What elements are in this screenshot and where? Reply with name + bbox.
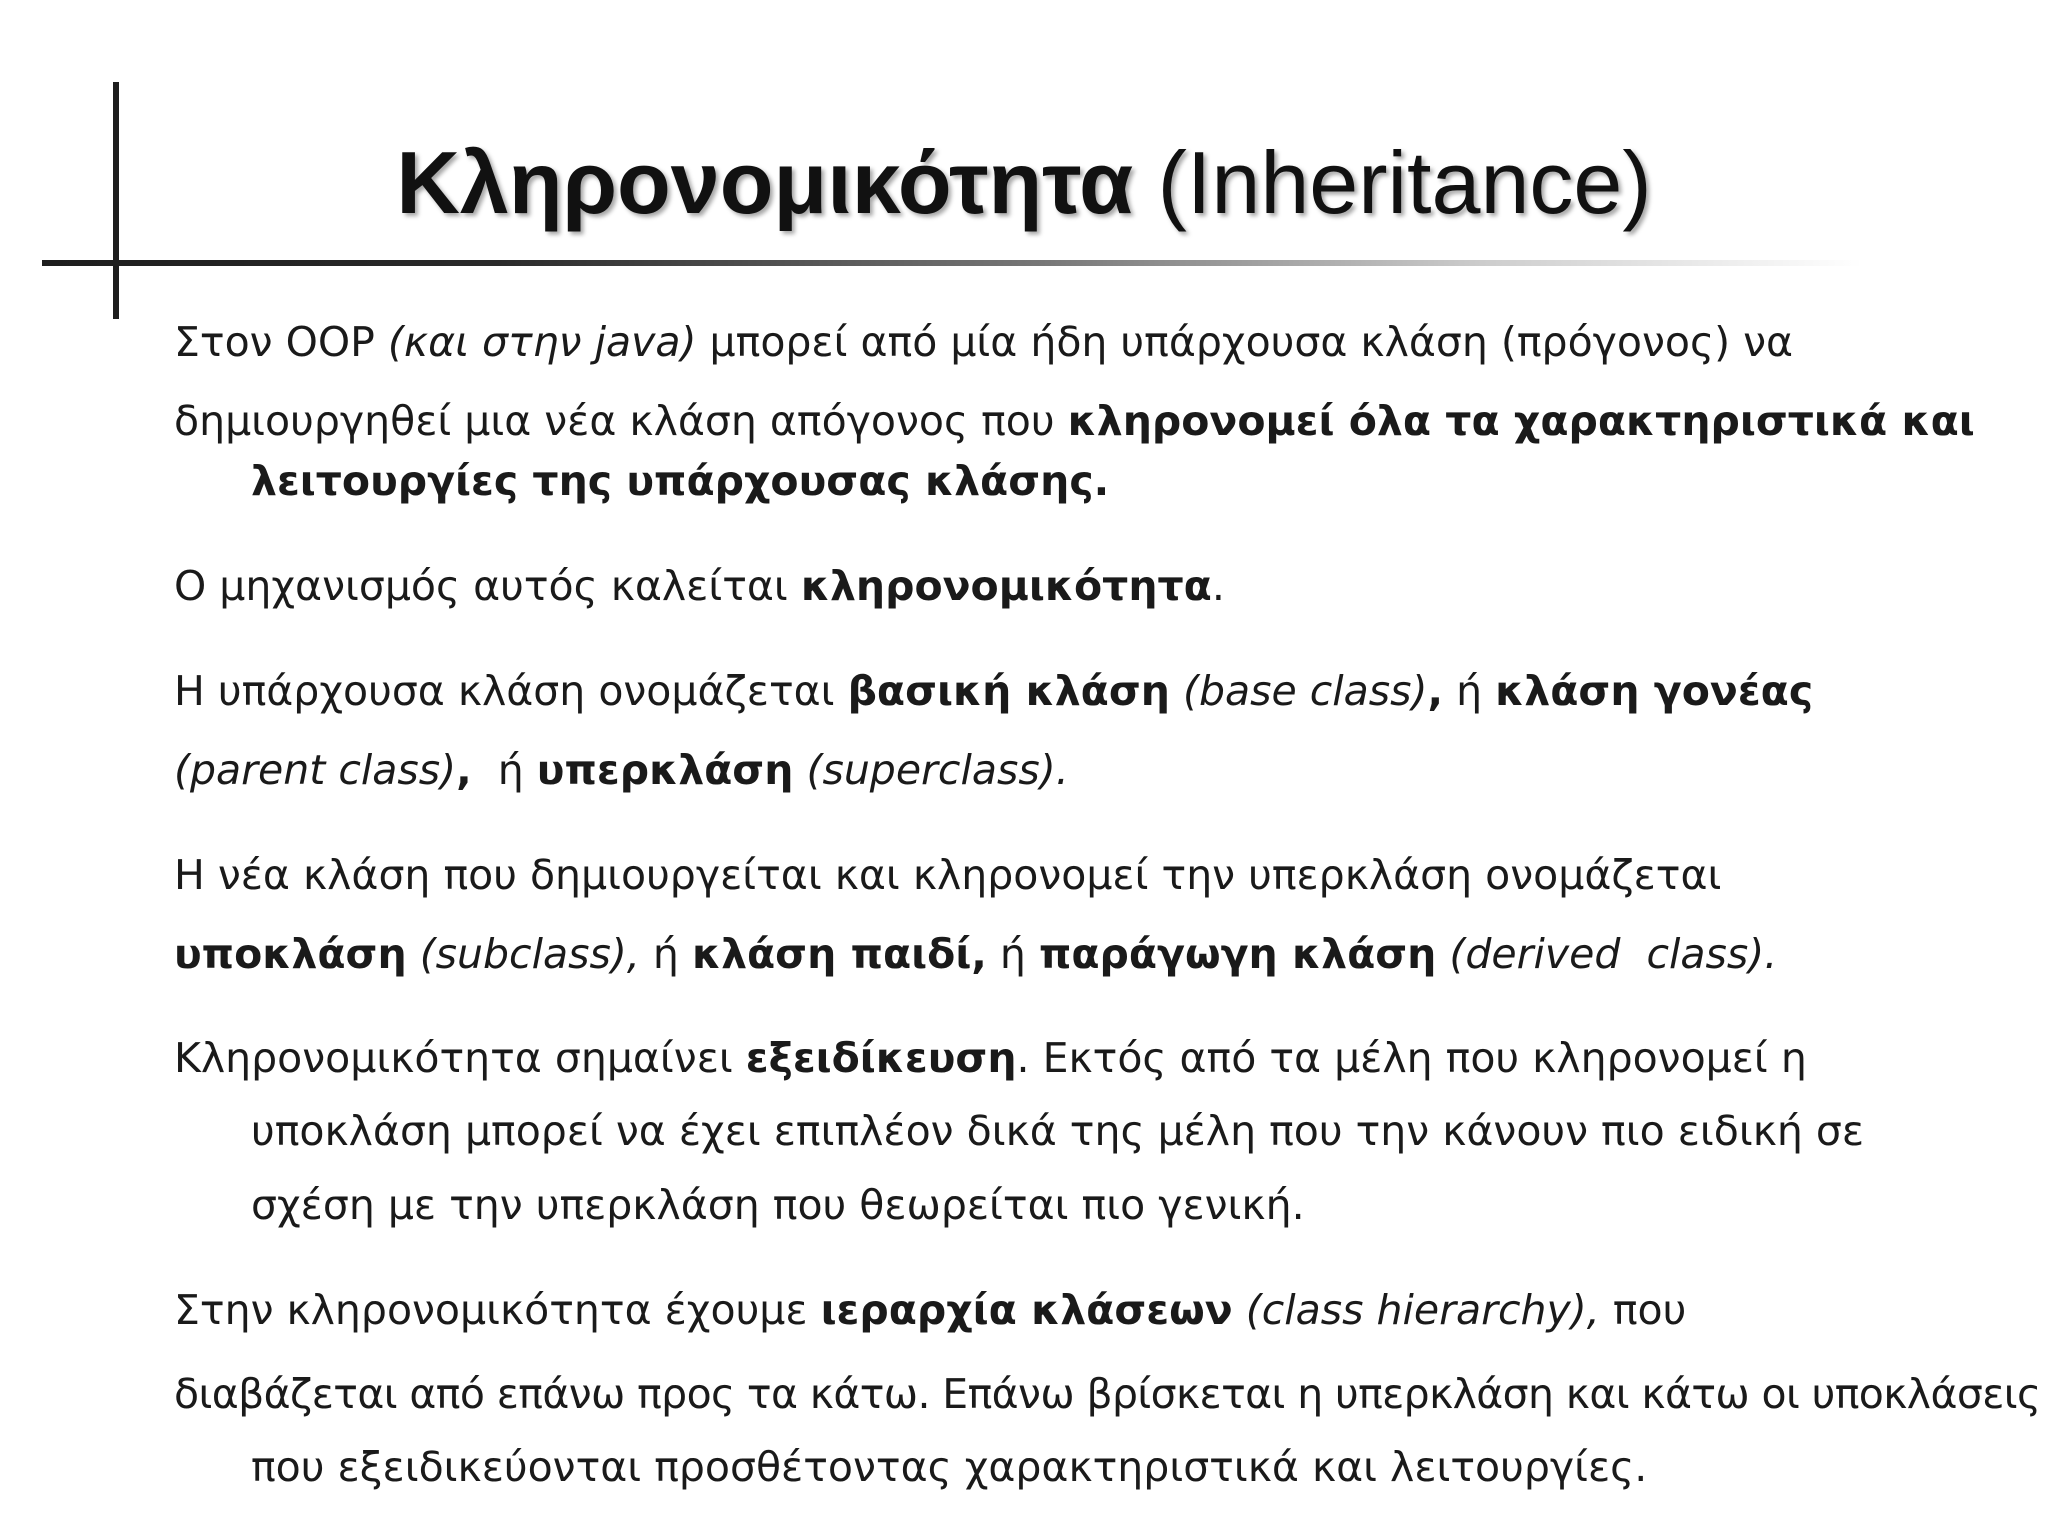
text-run: Η νέα κλάση που δημιουργείται και κληρονομεί την υπερκλάση ονομάζεται	[174, 851, 1722, 899]
text-run: Ο μηχανισμός αυτός καλείται	[174, 562, 801, 610]
p5-line1	[174, 1029, 1807, 1087]
text-run: διαβάζεται από επάνω προς τα κάτω. Επάνω βρίσκεται η υπερκλάση και κάτω οι υποκλάσεις	[174, 1370, 2041, 1418]
p1-line1	[174, 313, 1793, 371]
text-run-bold: υπερκλάση	[536, 746, 794, 794]
title-english: (Inheritance)	[1157, 133, 1652, 232]
title-greek: Κληρονομικότητα	[396, 133, 1134, 232]
text-run-bold: ιεραρχία κλάσεων	[820, 1286, 1233, 1334]
p3-line1	[174, 662, 1813, 720]
text-run: Στον OOP	[174, 318, 388, 366]
text-run-bold: παράγωγη κλάση	[1038, 930, 1437, 978]
p4-line1	[174, 846, 1721, 904]
p5-line2	[251, 1102, 1864, 1160]
text-run: που	[1599, 1286, 1687, 1334]
text-run-bold: κληρονομικότητα	[800, 562, 1212, 610]
text-run: ή	[986, 930, 1039, 978]
text-run-bold: ,	[456, 746, 472, 794]
text-run: υποκλάση μπορεί να έχει επιπλέον δικά της μέλη που την κάνουν πιο ειδική σε	[251, 1107, 1865, 1155]
text-run-italic: (base class)	[1169, 667, 1428, 715]
text-run: ή	[639, 930, 692, 978]
p5-line3	[251, 1176, 1305, 1234]
p2-line1	[174, 557, 1225, 615]
text-run: που εξειδικεύονται προσθέτοντας χαρακτηριστικά και λειτουργίες.	[251, 1443, 1648, 1491]
text-run: ή	[471, 746, 537, 794]
text-run: ή	[1443, 667, 1496, 715]
text-run: . Εκτός από τα μέλη που κληρονομεί η	[1016, 1034, 1807, 1082]
text-run: δημιουργηθεί μια νέα κλάση απόγονος που	[174, 397, 1068, 445]
text-run: σχέση με την υπερκλάση που θεωρείται πιο γενική.	[251, 1181, 1305, 1229]
text-run-bold: κλάση γονέας	[1495, 667, 1814, 715]
text-run-bold: λειτουργίες της υπάρχουσας κλάσης.	[251, 457, 1110, 505]
text-run: μπορεί από μία ήδη υπάρχουσα κλάση (πρόγονος) να	[696, 318, 1794, 366]
slide-title	[0, 128, 2048, 238]
p3-line2	[174, 741, 1069, 799]
p6-line1	[174, 1281, 1686, 1339]
text-run-bold: ,	[1427, 667, 1444, 715]
text-run: Κληρονομικότητα σημαίνει	[174, 1034, 746, 1082]
text-run: .	[1211, 562, 1225, 610]
p6-line3	[251, 1438, 1647, 1496]
p6-line2	[174, 1365, 2040, 1423]
text-run: Η υπάρχουσα κλάση ονομάζεται	[174, 667, 848, 715]
text-run-bold: βασική κλάση	[847, 667, 1170, 715]
text-run-italic: (subclass),	[406, 930, 640, 978]
text-run-italic: (derived class).	[1436, 930, 1778, 978]
text-run-bold: κλάση παιδί,	[691, 930, 987, 978]
text-run-bold: υποκλάση	[174, 930, 407, 978]
p4-line2	[174, 925, 1777, 983]
text-run-italic: (parent class)	[174, 746, 457, 794]
text-run-italic: (class hierarchy),	[1232, 1286, 1600, 1334]
decorative-horizontal-line	[42, 260, 1862, 266]
text-run-italic: (superclass).	[793, 746, 1069, 794]
p1-line3	[251, 452, 1109, 510]
text-run-italic: (και στην java)	[387, 318, 697, 366]
text-run-bold: κληρονομεί όλα τα χαρακτηριστικά και	[1067, 397, 1975, 445]
p1-line2	[174, 392, 1975, 450]
text-run: Στην κληρονομικότητα έχουμε	[174, 1286, 821, 1334]
text-run-bold: εξειδίκευση	[745, 1034, 1017, 1082]
